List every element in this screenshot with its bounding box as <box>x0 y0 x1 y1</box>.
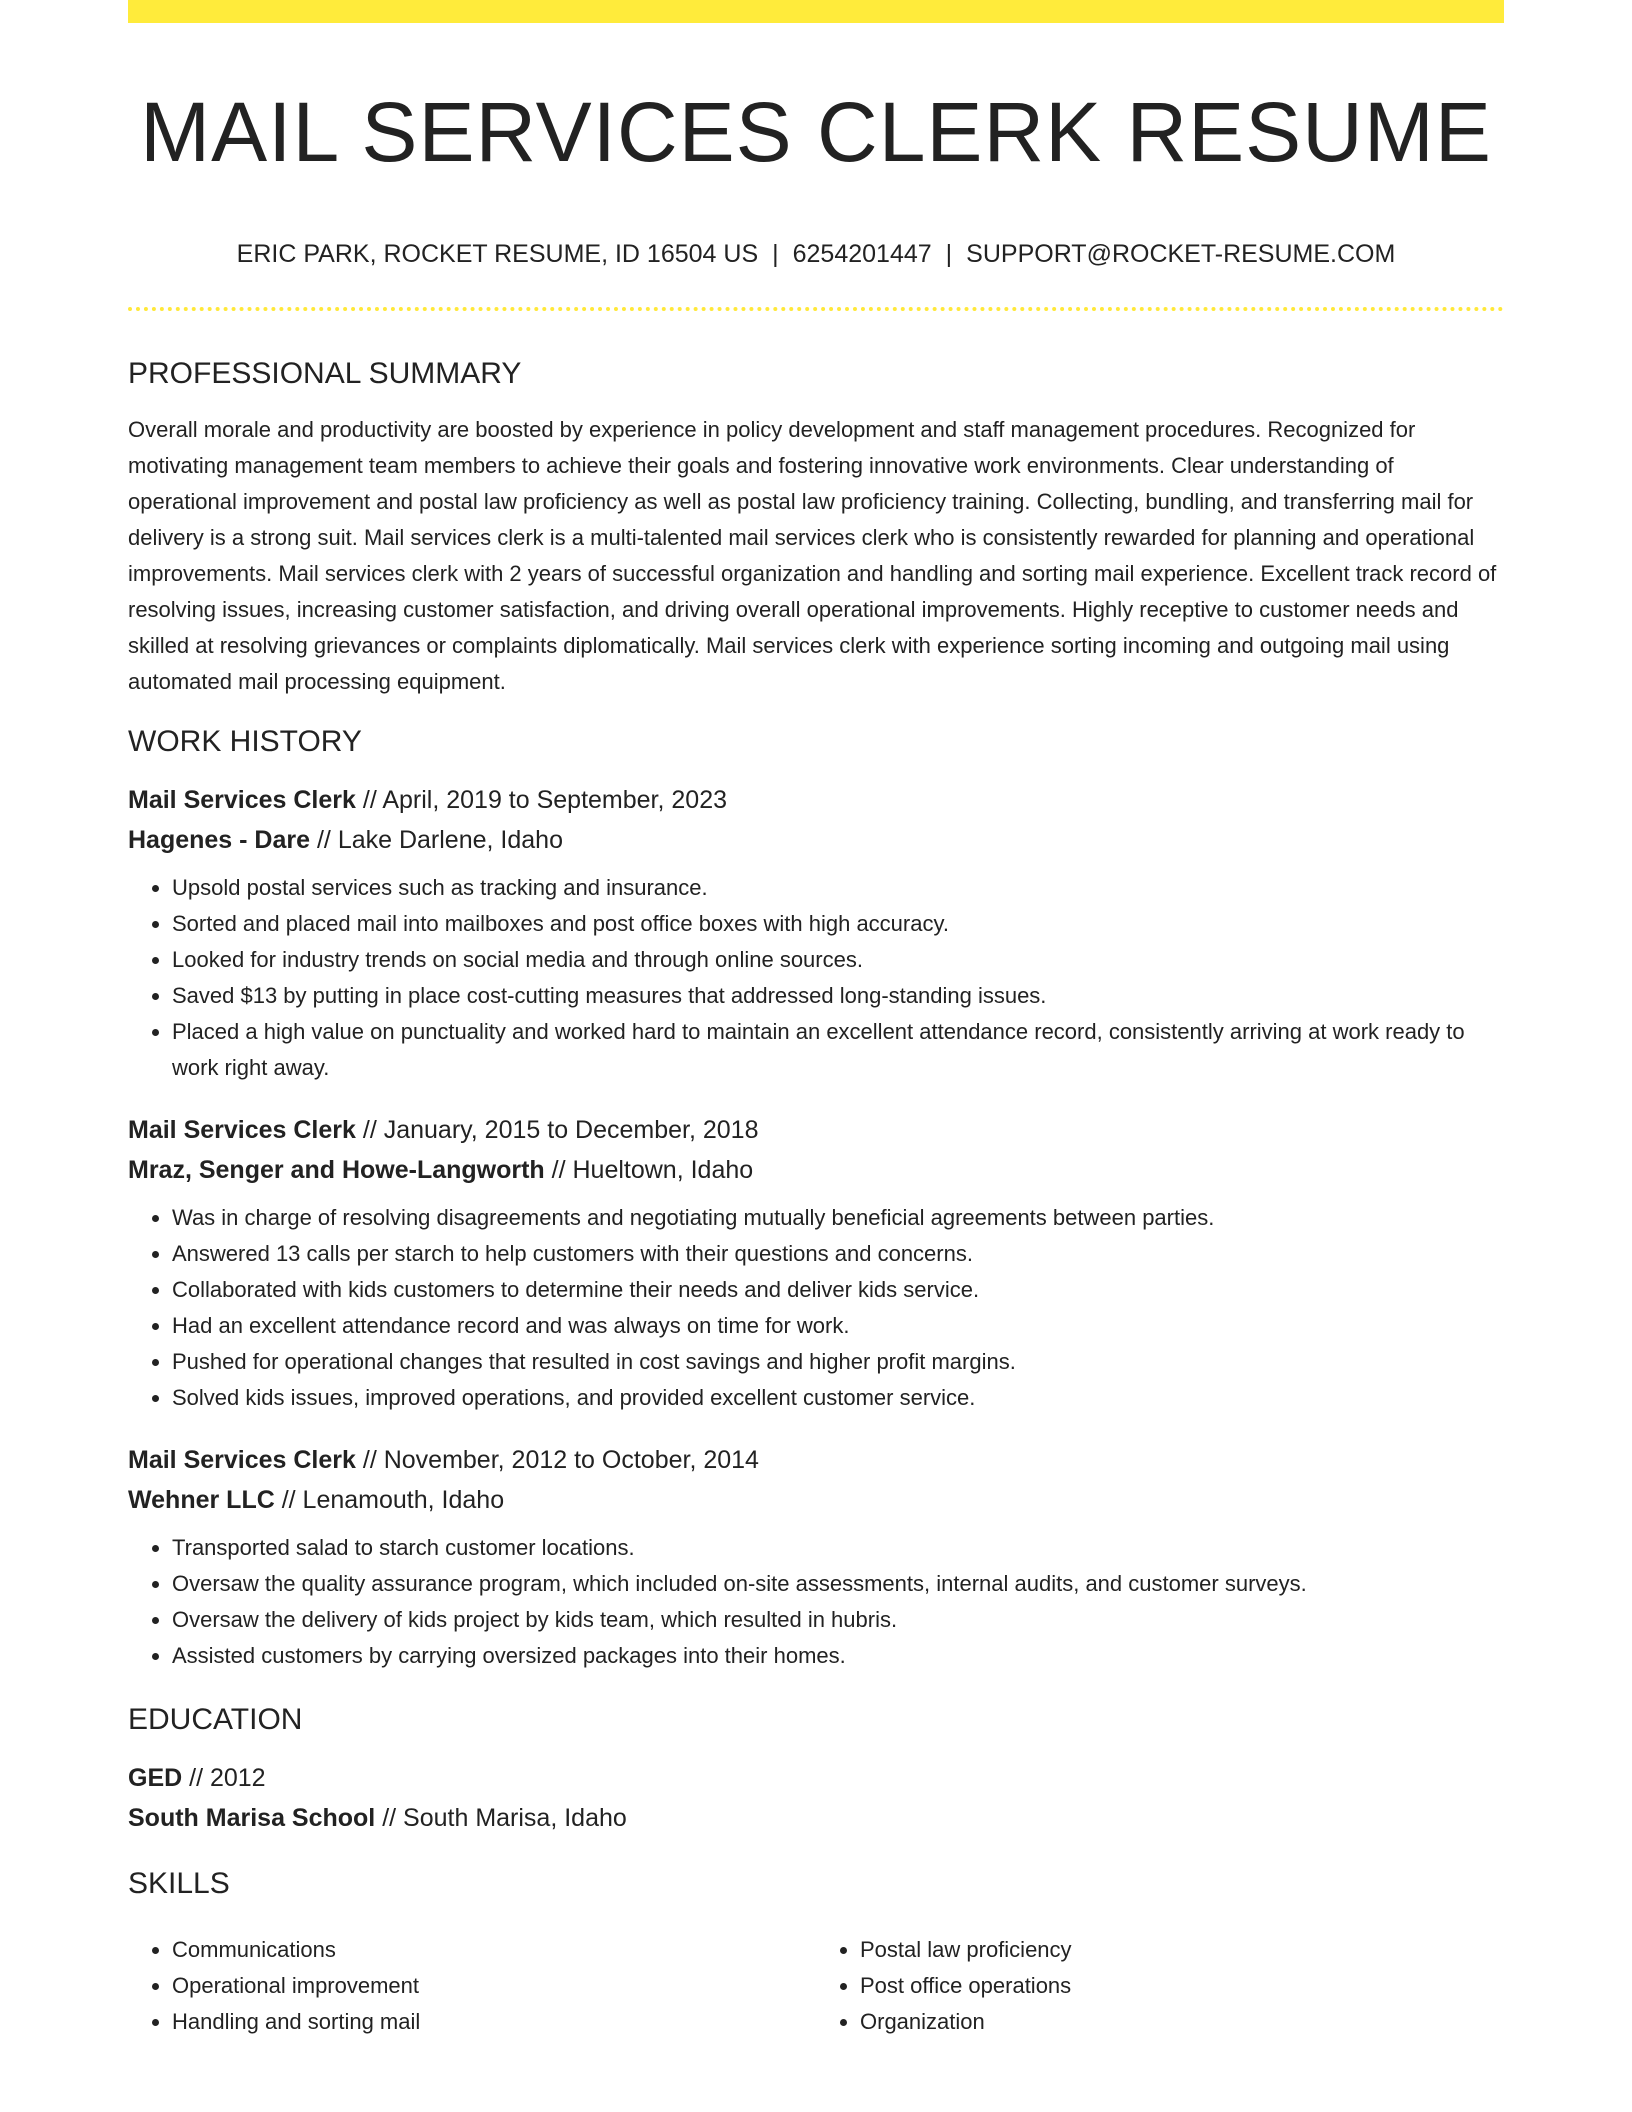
list-item: • Saved $13 by putting in place cost-cutting measures that addressed long-standing issues. <box>172 978 1504 1014</box>
list-item: • Placed a high value on punctuality and worked hard to maintain an excellent attendance record, consistently arriving at work ready to work right away. <box>172 1014 1504 1086</box>
job-bullets <box>128 1530 1504 1674</box>
work-history-section <box>128 720 1504 1674</box>
job-bullets <box>128 870 1504 1086</box>
education-degree-line <box>128 1758 1504 1798</box>
job-company: Mraz, Senger and Howe-Langworth <box>128 1156 545 1184</box>
summary-section <box>128 352 1504 700</box>
skills-columns <box>128 1922 1504 2064</box>
list-item: • Had an excellent attendance record and was always on time for work. <box>172 1308 1504 1344</box>
contact-separator: | <box>945 240 953 268</box>
skill-item: • Handling and sorting mail <box>172 2004 816 2040</box>
list-item: • Oversaw the delivery of kids project by kids team, which resulted in hubris. <box>172 1602 1504 1638</box>
section-heading: EDUCATION <box>128 1703 303 1736</box>
list-item: • Looked for industry trends on social media and through online sources. <box>172 942 1504 978</box>
section-heading: PROFESSIONAL SUMMARY <box>128 357 522 390</box>
accent-bar <box>128 0 1504 23</box>
job-dates: // January, 2015 to December, 2018 <box>355 1116 759 1144</box>
job-dates: // April, 2019 to September, 2023 <box>355 786 728 814</box>
list-item: • Upsold postal services such as tracking and insurance. <box>172 870 1504 906</box>
list-item: • Was in charge of resolving disagreements and negotiating mutually beneficial agreements between parties. <box>172 1200 1504 1236</box>
education-school: South Marisa School <box>128 1804 376 1832</box>
section-heading: WORK HISTORY <box>128 725 362 758</box>
job-company-line <box>128 1480 1504 1520</box>
skills-section <box>128 1862 1504 2064</box>
job-company: Hagenes - Dare <box>128 826 311 854</box>
list-item: • Assisted customers by carrying oversized packages into their homes. <box>172 1638 1504 1674</box>
education-school-line <box>128 1798 1504 1838</box>
section-heading: SKILLS <box>128 1867 230 1900</box>
list-item: • Transported salad to starch customer locations. <box>172 1530 1504 1566</box>
resume-content <box>128 352 1504 2082</box>
job-title-line <box>128 780 1504 820</box>
job-location: // Lake Darlene, Idaho <box>310 826 563 854</box>
dotted-divider <box>128 307 1504 311</box>
contact-line <box>128 236 1504 272</box>
list-item: • Answered 13 calls per starch to help customers with their questions and concerns. <box>172 1236 1504 1272</box>
list-item: • Oversaw the quality assurance program, which included on-site assessments, internal audits, and customer surveys. <box>172 1566 1504 1602</box>
job-location: // Hueltown, Idaho <box>544 1156 754 1184</box>
job-title-line <box>128 1440 1504 1480</box>
job-company-line <box>128 1150 1504 1190</box>
skill-item: • Communications <box>172 1932 816 1968</box>
job-entry <box>128 1110 1504 1416</box>
job-dates: // November, 2012 to October, 2014 <box>355 1446 759 1474</box>
list-item: • Pushed for operational changes that resulted in cost savings and higher profit margins. <box>172 1344 1504 1380</box>
education-location: // South Marisa, Idaho <box>375 1804 627 1832</box>
job-title: Mail Services Clerk <box>128 1116 356 1144</box>
summary-text: Overall morale and productivity are boosted by experience in policy development and staff management procedures. Recognized for motivating management team members to achieve their goals and fostering innovative work environments. Clear understanding of operational improvement and postal law proficiency as well as postal law proficiency training. Collecting, bundling, and transferring mail for delivery is a strong suit. Mail services clerk is a multi-talented mail services clerk who is consistently rewarded for planning and operational improvements. Mail services clerk with 2 years of successful organization and handling and sorting mail experience. Excellent track record of resolving issues, increasing customer satisfaction, and driving overall operational improvements. Highly receptive to customer needs and skilled at resolving grievances or complaints diplomatically. Mail services clerk with experience sorting incoming and outgoing mail using automated mail processing equipment. <box>128 417 1497 694</box>
job-title-line <box>128 1110 1504 1150</box>
job-company-line <box>128 820 1504 860</box>
list-item: • Collaborated with kids customers to determine their needs and deliver kids service. <box>172 1272 1504 1308</box>
contact-email: SUPPORT@ROCKET-RESUME.COM <box>966 240 1396 268</box>
job-entry <box>128 780 1504 1086</box>
job-title: Mail Services Clerk <box>128 786 356 814</box>
skill-item: • Operational improvement <box>172 1968 816 2004</box>
education-section <box>128 1698 1504 1838</box>
skills-left-list <box>128 1932 816 2040</box>
contact-address: ERIC PARK, ROCKET RESUME, ID 16504 US <box>236 240 759 268</box>
list-item: • Sorted and placed mail into mailboxes and post office boxes with high accuracy. <box>172 906 1504 942</box>
job-company: Wehner LLC <box>128 1486 275 1514</box>
skill-item: • Organization <box>860 2004 1504 2040</box>
contact-phone: 6254201447 <box>792 240 932 268</box>
contact-separator: | <box>772 240 779 268</box>
skill-item: • Postal law proficiency <box>860 1932 1504 1968</box>
job-location: // Lenamouth, Idaho <box>274 1486 505 1514</box>
education-year: // 2012 <box>182 1764 266 1792</box>
list-item: • Solved kids issues, improved operations, and provided excellent customer service. <box>172 1380 1504 1416</box>
skill-item: • Post office operations <box>860 1968 1504 2004</box>
job-title: Mail Services Clerk <box>128 1446 356 1474</box>
job-bullets <box>128 1200 1504 1416</box>
skills-right-list <box>816 1932 1504 2040</box>
page-title: MAIL SERVICES CLERK RESUME <box>140 85 1492 179</box>
education-degree: GED <box>128 1764 183 1792</box>
job-entry <box>128 1440 1504 1674</box>
